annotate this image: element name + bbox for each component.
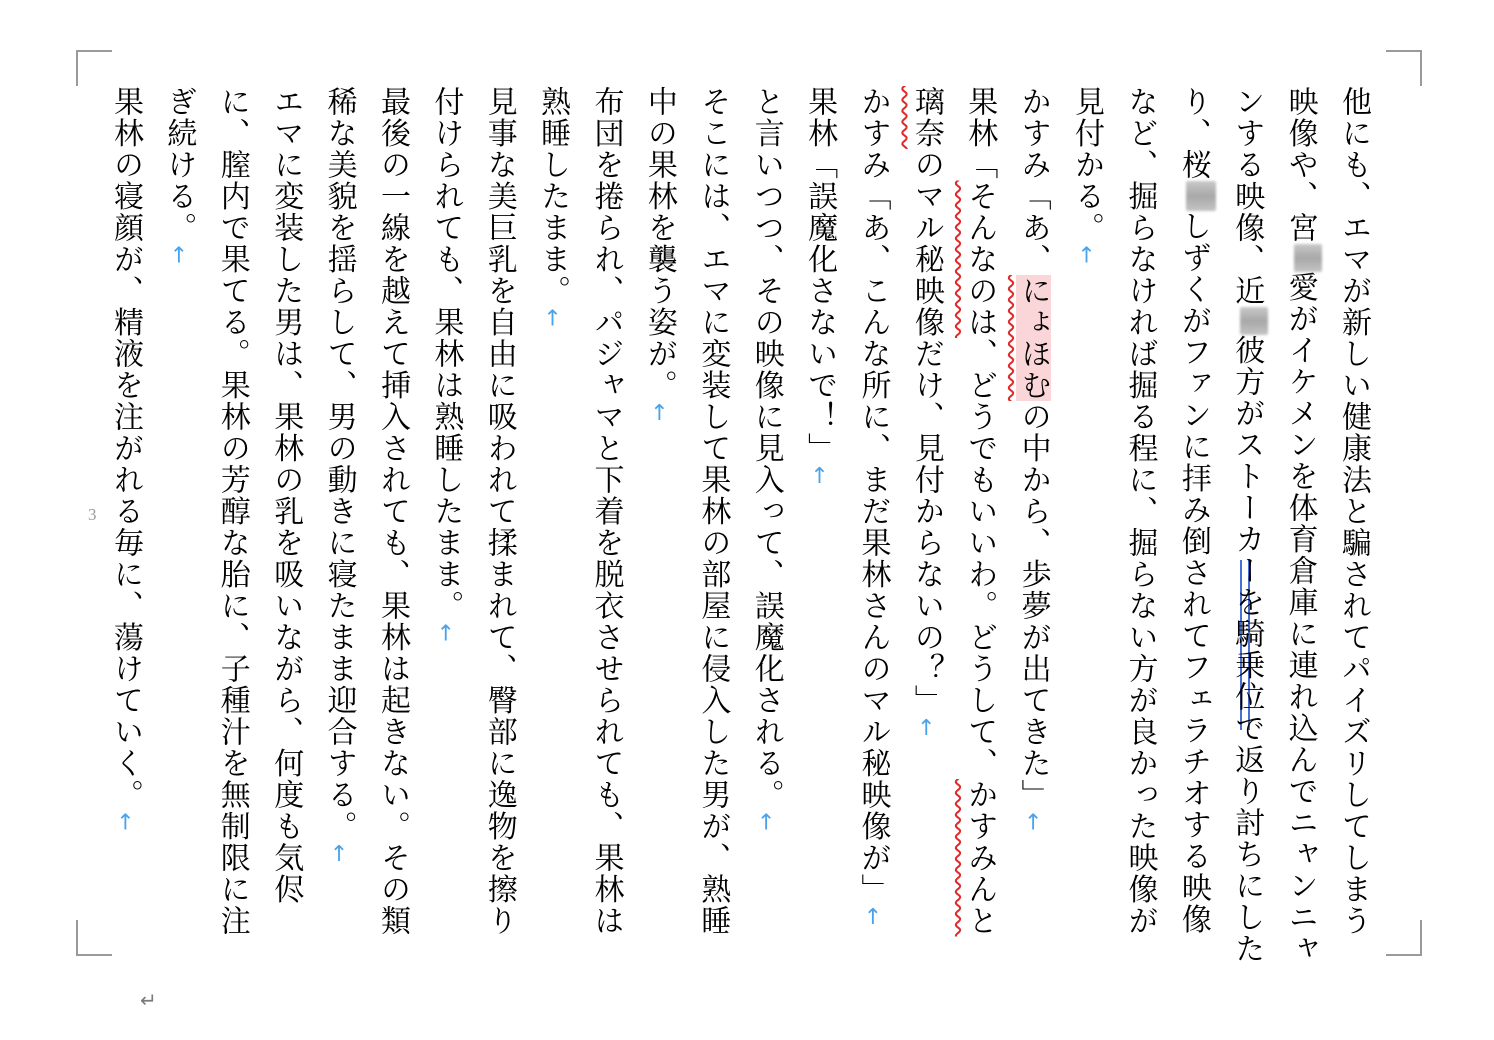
redacted-name-3 xyxy=(1186,181,1216,211)
paragraph-11-text: エマに変装した男は、果林の乳を吸いながら、何度も気侭に、膣内で果てる。果林の芳醇な胎に、子種汁を無制限に注ぎ続ける。 xyxy=(161,86,304,937)
paragraph-7-text: そこには、エマに変装して果林の部屋に侵入した男が、熟睡中の果林を襲う姿が。 xyxy=(641,86,731,937)
paragraph-8-text: 布団を捲られ、パジャマと下着を脱衣させられても、果林は熟睡したまま。 xyxy=(535,86,624,937)
paragraph-return-mark: ↑ xyxy=(860,905,886,932)
paragraph-return-mark: ↑ xyxy=(113,810,139,837)
paragraph-4 xyxy=(846,86,899,966)
crop-mark-bottom-right xyxy=(1386,920,1422,956)
paragraph-1-part-b: 愛がイケメンを体育倉庫に連れ込んでニャンニャンする映像、近 xyxy=(1229,86,1318,965)
paragraph-9-text: 見事な美巨乳を自由に吸われて揉まれて、臀部に逸物を擦り付けられても、果林は熟睡したまま。 xyxy=(428,86,517,937)
paragraph-2-part-b: の中から、歩夢が出てきた」 xyxy=(1015,401,1051,811)
crop-mark-top-left xyxy=(76,50,112,86)
paragraph-1 xyxy=(1060,86,1380,966)
paragraph-return-mark: ↑ xyxy=(166,243,192,270)
paragraph-1-part-c: 彼方がストーカーを騎乗位で返り討ちにしたり、桜 xyxy=(1175,86,1265,965)
paragraph-12-text: 果林の寝顔が、精液を注がれる毎に、蕩けていく。 xyxy=(108,86,144,811)
paragraph-2 xyxy=(1006,86,1059,966)
paragraph-3-part-b: 、どうでもいいわ。どうして、 xyxy=(962,338,998,779)
paragraph-3 xyxy=(899,86,1006,966)
redacted-name-2 xyxy=(1240,307,1268,335)
paragraph-return-mark: ↑ xyxy=(326,842,352,869)
highlighted-term[interactable]: にょほむ xyxy=(1015,275,1051,401)
end-paragraph-mark: ↵ xyxy=(140,988,157,1012)
paragraph-5 xyxy=(793,86,846,966)
crop-mark-top-right xyxy=(1386,50,1422,86)
paragraph-return-mark: ↑ xyxy=(646,401,672,428)
paragraph-7 xyxy=(633,86,740,966)
spellcheck-term-1[interactable]: そんなのは xyxy=(962,180,998,338)
paragraph-10-text: 最後の一線を越えて挿入されても、果林は起きない。その類稀な美貌を揺らして、男の動きに寝たまま迎合する。 xyxy=(321,86,410,937)
paragraph-return-mark: ↑ xyxy=(807,464,833,491)
paragraph-10 xyxy=(312,86,419,966)
redacted-name-1 xyxy=(1294,244,1322,272)
paragraph-12 xyxy=(99,86,152,966)
paragraph-1-part-a: 他にも、エマが新しい健康法と騙されてパイズリしてしまう映像や、宮 xyxy=(1282,86,1371,937)
paragraph-return-mark: ↑ xyxy=(433,621,459,648)
paragraph-5-text: 果林「誤魔化さないで！」 xyxy=(802,86,838,464)
paragraph-11 xyxy=(152,86,312,966)
document-body-text[interactable] xyxy=(108,86,1380,966)
paragraph-8 xyxy=(526,86,633,966)
paragraph-3-part-c: のマル秘映像だけ、見付からないの？」 xyxy=(908,149,944,716)
paragraph-6 xyxy=(739,86,792,966)
spellcheck-term-2[interactable]: かすみんと璃奈 xyxy=(908,86,998,937)
paragraph-return-mark: ↑ xyxy=(1020,810,1046,837)
paragraph-9 xyxy=(419,86,526,966)
page-number: 3 xyxy=(88,505,97,524)
paragraph-4-text: かすみ「あ、こんな所に、まだ果林さんのマル秘映像が」 xyxy=(855,86,891,905)
paragraph-return-mark: ↑ xyxy=(540,306,566,333)
paragraph-3-part-a: 果林「 xyxy=(962,86,998,181)
paragraph-1-part-d: しずくがファンに拝み倒されてフェラチオする映像など、掘らなければ掘る程に、掘らない方が良かった映像が見付かる。 xyxy=(1069,86,1211,937)
paragraph-return-mark: ↑ xyxy=(913,716,939,743)
paragraph-return-mark: ↑ xyxy=(753,810,779,837)
paragraph-return-mark: ↑ xyxy=(1074,243,1100,270)
paragraph-6-text: と言いつつ、その映像に見入って、誤魔化される。 xyxy=(748,86,784,811)
paragraph-2-part-a: かすみ「あ、 xyxy=(1015,86,1051,275)
